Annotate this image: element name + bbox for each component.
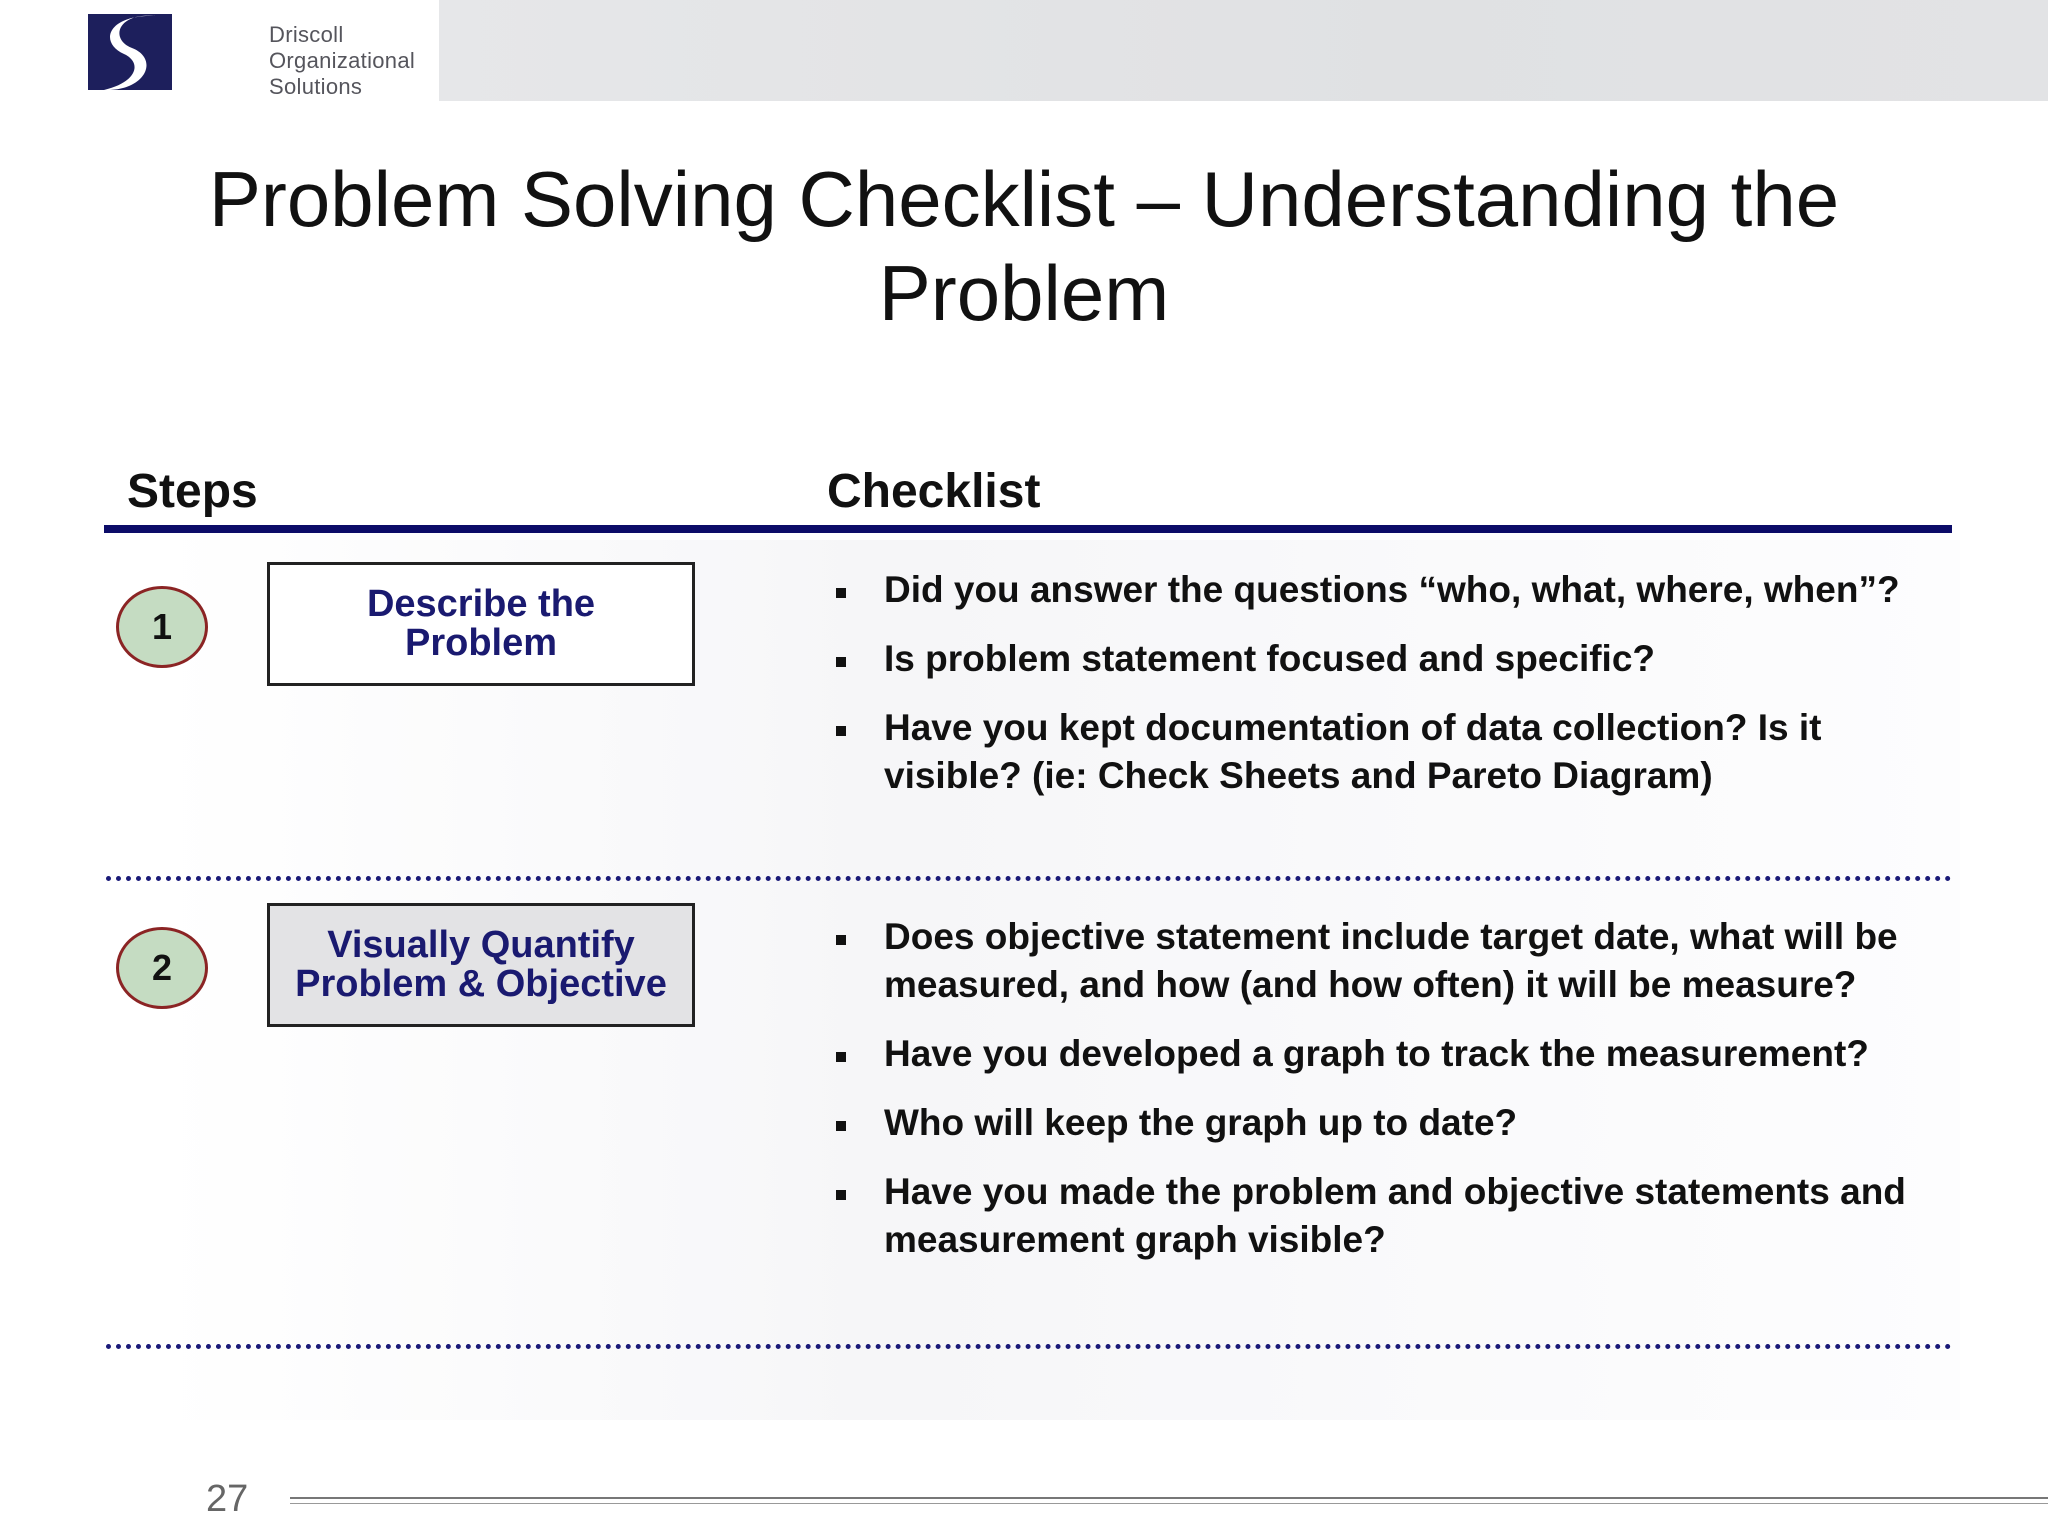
step-divider [106, 876, 1952, 881]
checklist-item-text: Did you answer the questions “who, what, where, when”? [884, 569, 1900, 610]
checklist-item-text: Have you developed a graph to track the measurement? [884, 1033, 1869, 1074]
checklist-item-text: Is problem statement focused and specific? [884, 638, 1656, 679]
step-1-checklist [832, 566, 1962, 821]
header-band [439, 0, 2048, 101]
logo-line-2: Organizational [269, 48, 416, 73]
steps-column-heading: Steps [127, 465, 258, 518]
step-2-box [267, 903, 695, 1027]
company-logo [86, 12, 416, 99]
checklist-item-text: Have you kept documentation of data collection? Is it visible? (ie: Check Sheets and Pareto Diagram) [884, 707, 1822, 796]
slide-title-line-2: Problem [878, 249, 1170, 337]
checklist-item [832, 1168, 1962, 1264]
logo-wordmark [269, 22, 415, 100]
step-2-label-line-2: Problem & Objective [295, 963, 667, 1005]
header-rule [104, 525, 1952, 533]
checklist-column-heading: Checklist [827, 465, 1041, 518]
checklist-item-text: Does objective statement include target date, what will be measured, and how (and how often) it will be measure? [884, 916, 1898, 1005]
checklist-item [832, 704, 1962, 800]
checklist-item [832, 635, 1962, 683]
checklist-item [832, 566, 1962, 614]
footer-rule-secondary [290, 1503, 2048, 1504]
checklist-item [832, 1099, 1962, 1147]
checklist-item [832, 913, 1962, 1009]
step-2-number-badge: 2 [116, 927, 208, 1009]
page-number: 27 [206, 1478, 249, 1520]
bullet-square-icon [836, 588, 846, 598]
step-2-checklist [832, 913, 1962, 1285]
step-1-number-badge: 1 [116, 586, 208, 668]
slide-title-line-1: Problem Solving Checklist – Understanding the [208, 155, 1840, 243]
logo-line-1: Driscoll [269, 22, 344, 47]
checklist-item-text: Have you made the problem and objective statements and measurement graph visible? [884, 1171, 1906, 1260]
bullet-square-icon [836, 1121, 846, 1131]
bullet-square-icon [836, 1190, 846, 1200]
footer-rule [290, 1497, 2048, 1499]
bullet-square-icon [836, 726, 846, 736]
checklist-item-text: Who will keep the graph up to date? [884, 1102, 1518, 1143]
step-1-box [267, 562, 695, 686]
step-1-label-line-1: Describe the [366, 583, 596, 625]
checklist-item [832, 1030, 1962, 1078]
logo-line-3: Solutions [269, 74, 363, 99]
step-divider [106, 1344, 1952, 1349]
bullet-square-icon [836, 657, 846, 667]
bullet-square-icon [836, 1052, 846, 1062]
step-2-label-line-1: Visually Quantify [327, 924, 635, 966]
bullet-square-icon [836, 935, 846, 945]
logo-mark-icon [86, 12, 176, 92]
step-1-label-line-2: Problem [404, 622, 558, 664]
slide-title [0, 152, 2048, 340]
